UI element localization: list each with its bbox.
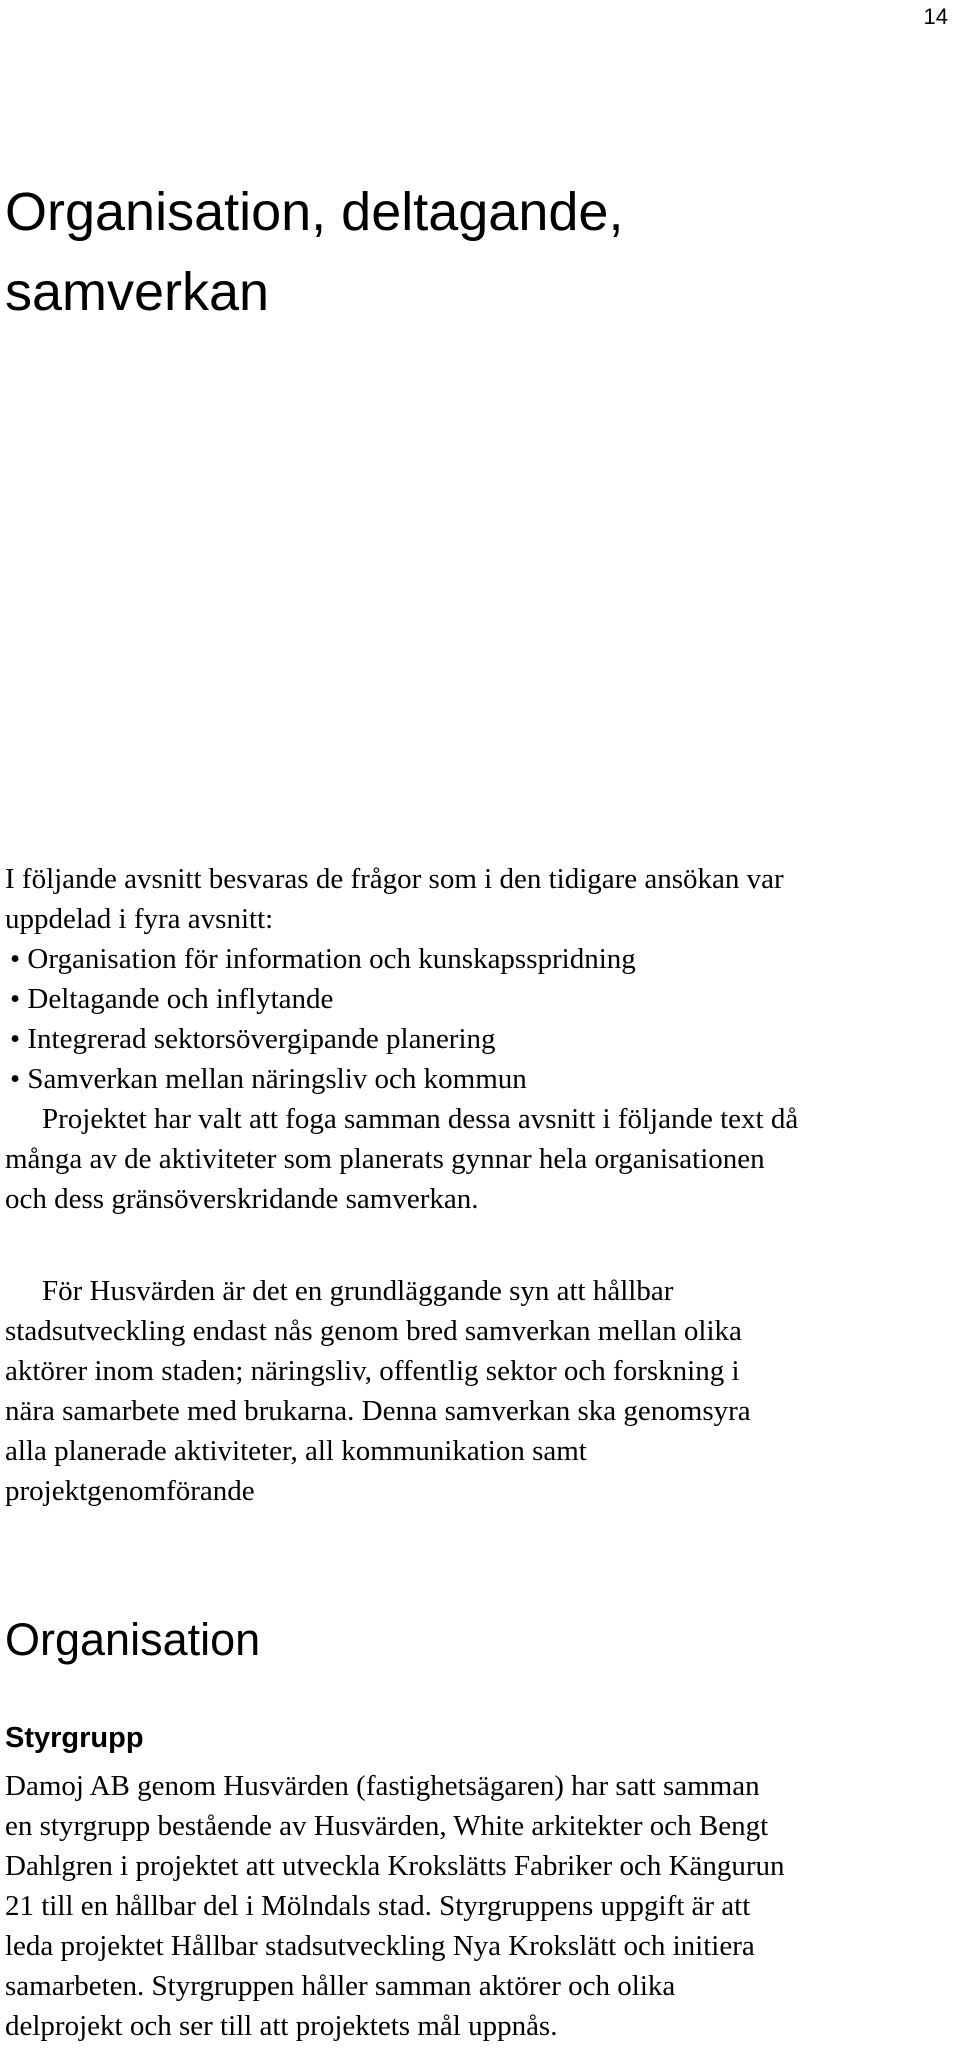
text-line: 21 till en hållbar del i Mölndals stad. Styrgruppens uppgift är att: [5, 1890, 751, 1922]
text-line: projektgenomförande: [5, 1475, 255, 1507]
section-title: Organisation: [5, 1614, 261, 1665]
chapter-title-line: samverkan: [5, 262, 270, 322]
chapter-title-line: Organisation, deltagande,: [5, 182, 624, 242]
text-line: många av de aktiviteter som planerats gynnar hela organisationen: [5, 1143, 765, 1175]
text-line: För Husvärden är det en grundläggande syn att hållbar: [42, 1275, 674, 1307]
text-line: samarbeten. Styrgruppen håller samman aktörer och olika: [5, 1970, 676, 2002]
text-line: och dess gränsöverskridande samverkan.: [5, 1183, 479, 1215]
text-line: leda projektet Hållbar stadsutveckling Nya Krokslätt och initiera: [5, 1930, 755, 1962]
text-line: Projektet har valt att foga samman dessa avsnitt i följande text då: [42, 1103, 799, 1135]
bullet-item: • Deltagande och inflytande: [10, 983, 334, 1015]
bullet-item: • Integrerad sektorsövergipande planering: [10, 1023, 496, 1055]
text-line: alla planerade aktiviteter, all kommunikation samt: [5, 1435, 587, 1467]
text-line: en styrgrupp bestående av Husvärden, White arkitekter och Bengt: [5, 1810, 769, 1842]
bullet-item: • Organisation för information och kunskapsspridning: [10, 943, 636, 975]
intro-paragraph: [5, 859, 955, 1219]
bullet-item: • Samverkan mellan näringsliv och kommun: [10, 1063, 527, 1095]
page-number: 14: [923, 4, 948, 29]
text-line: nära samarbete med brukarna. Denna samverkan ska genomsyra: [5, 1395, 751, 1427]
text-line: uppdelad i fyra avsnitt:: [5, 903, 274, 935]
styrgrupp-paragraph: [5, 1766, 955, 2046]
husvarden-paragraph: [5, 1271, 955, 1511]
text-line: delprojekt och ser till att projektets mål uppnås.: [5, 2010, 558, 2042]
subsection-title: Styrgrupp: [5, 1722, 144, 1754]
chapter-title: [5, 172, 623, 332]
text-line: I följande avsnitt besvaras de frågor som i den tidigare ansökan var: [5, 863, 784, 895]
text-line: stadsutveckling endast nås genom bred samverkan mellan olika: [5, 1315, 742, 1347]
text-line: Dahlgren i projektet att utveckla Krokslätts Fabriker och Kängurun: [5, 1850, 785, 1882]
text-line: Damoj AB genom Husvärden (fastighetsägaren) har satt samman: [5, 1770, 760, 1802]
text-line: aktörer inom staden; näringsliv, offentlig sektor och forskning i: [5, 1355, 740, 1387]
